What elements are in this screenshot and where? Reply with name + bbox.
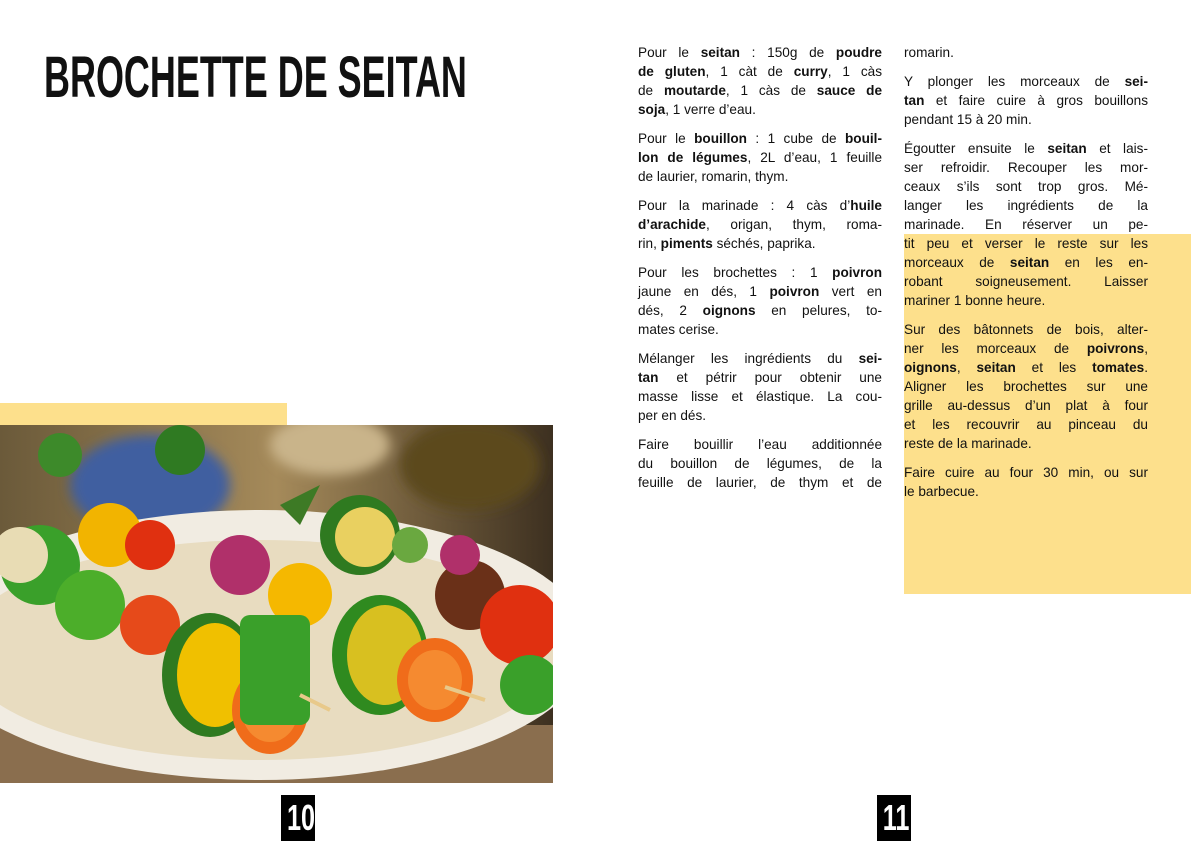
text-segment: de laurier, romarin, thym. (638, 169, 789, 184)
bold-ingredient: oignons (702, 303, 756, 318)
text-line (638, 406, 882, 425)
paragraph (638, 263, 882, 339)
text-line (904, 377, 1148, 396)
right-text-column (904, 43, 1148, 511)
paragraph (904, 463, 1148, 501)
text-line (904, 358, 1148, 377)
bold-ingredient: moutarde (663, 83, 726, 98)
text-line (904, 291, 1148, 310)
text-segment: tit peu et verser le reste sur les (904, 236, 1148, 251)
text-line (904, 253, 1148, 272)
text-line (638, 215, 882, 234)
text-line (904, 215, 1148, 234)
paragraph (638, 43, 882, 119)
text-segment: , origan, thym, roma- (706, 217, 882, 232)
text-segment: Faire bouillir l’eau additionnée (638, 437, 882, 452)
text-line (904, 139, 1148, 158)
text-segment: feuille de laurier, de thym et de (638, 475, 882, 490)
text-line (638, 129, 882, 148)
bold-ingredient: tan (638, 370, 659, 385)
page-number-right (877, 795, 911, 841)
text-segment: grille au-dessus d’un plat à four (904, 398, 1148, 413)
text-line (638, 100, 882, 119)
text-line (904, 339, 1148, 358)
paragraph (638, 129, 882, 186)
text-line (904, 72, 1148, 91)
text-segment: morceaux de (904, 255, 1010, 270)
text-segment: per en dés. (638, 408, 707, 423)
text-line (638, 62, 882, 81)
text-segment: Aligner les brochettes sur une (904, 379, 1148, 394)
bold-ingredient: de gluten (638, 64, 706, 79)
bold-ingredient: seitan (700, 45, 740, 60)
paragraph (904, 43, 1148, 62)
text-segment: ceaux s’ils sont trop gros. Mé- (904, 179, 1148, 194)
paragraph (638, 435, 882, 492)
text-segment: Égoutter ensuite le (904, 141, 1048, 156)
text-line (904, 463, 1148, 482)
text-segment: jaune en dés, 1 (638, 284, 770, 299)
bold-ingredient: poivron (832, 265, 882, 280)
bold-ingredient: poivrons (1086, 341, 1145, 356)
paragraph (638, 196, 882, 253)
text-segment: romarin. (904, 45, 954, 60)
text-line (638, 196, 882, 215)
text-segment: Sur des bâtonnets de bois, alter- (904, 322, 1148, 337)
text-segment: Mélanger les ingrédients du (638, 351, 859, 366)
text-line (638, 43, 882, 62)
text-segment: et lais- (1086, 141, 1148, 156)
bold-ingredient: bouil- (844, 131, 882, 146)
text-segment: Y plonger les morceaux de (904, 74, 1125, 89)
text-line (904, 396, 1148, 415)
text-line (904, 272, 1148, 291)
text-segment: et les recouvrir au pinceau du (904, 417, 1148, 432)
text-line (638, 167, 882, 186)
page-number-text: 10 (287, 797, 316, 838)
text-line (904, 158, 1148, 177)
text-segment: rin, (638, 236, 661, 251)
text-segment: et pétrir pour obtenir une (658, 370, 882, 385)
text-segment: marinade. En réserver un pe- (904, 217, 1148, 232)
bold-ingredient: curry (793, 64, 828, 79)
text-segment: , (1144, 341, 1148, 356)
bold-ingredient: tan (904, 93, 925, 108)
bold-ingredient: lon de légumes (638, 150, 748, 165)
bold-ingredient: huile (850, 198, 882, 213)
bold-ingredient: soja (638, 102, 666, 117)
text-line (638, 301, 882, 320)
text-segment: , 1 càs (827, 64, 882, 79)
text-segment: : 150g de (739, 45, 836, 60)
text-segment: reste de la marinade. (904, 436, 1032, 451)
text-segment: et faire cuire à gros bouillons (924, 93, 1148, 108)
text-segment: Pour le (638, 45, 701, 60)
text-segment: et les (1015, 360, 1093, 375)
text-line (638, 148, 882, 167)
text-line (638, 234, 882, 253)
bold-ingredient: sei- (1124, 74, 1148, 89)
text-line (904, 177, 1148, 196)
text-segment: ser refroidir. Recouper les mor- (904, 160, 1148, 175)
bold-ingredient: oignons (904, 360, 957, 375)
paragraph (904, 72, 1148, 129)
bold-ingredient: d’arachide (638, 217, 706, 232)
text-line (904, 43, 1148, 62)
text-segment: , (956, 360, 977, 375)
text-segment: Faire cuire au four 30 min, ou sur (904, 465, 1148, 480)
text-line (638, 81, 882, 100)
text-segment: de (638, 83, 664, 98)
text-segment: : 1 cube de (746, 131, 845, 146)
text-line (904, 91, 1148, 110)
text-segment: . (1144, 360, 1148, 375)
text-line (638, 282, 882, 301)
text-segment: langer les ingrédients de la (904, 198, 1148, 213)
text-line (638, 349, 882, 368)
text-line (638, 263, 882, 282)
left-text-column (638, 43, 882, 502)
text-segment: robant soigneusement. Laisser (904, 274, 1148, 289)
text-line (904, 482, 1148, 501)
text-segment: Pour les brochettes : 1 (638, 265, 833, 280)
paragraph (904, 320, 1148, 453)
text-line (904, 320, 1148, 339)
bold-ingredient: poivron (769, 284, 820, 299)
text-line (638, 320, 882, 339)
text-segment: le barbecue. (904, 484, 979, 499)
text-segment: masse lisse et élastique. La cou- (638, 389, 882, 404)
text-line (638, 473, 882, 492)
paragraph (638, 349, 882, 425)
text-segment: en pelures, to- (755, 303, 882, 318)
text-line (638, 454, 882, 473)
text-segment: séchés, paprika. (712, 236, 816, 251)
text-line (904, 234, 1148, 253)
text-segment: dés, 2 (638, 303, 703, 318)
text-segment: en les en- (1049, 255, 1148, 270)
bold-ingredient: sauce de (816, 83, 883, 98)
text-segment: vert en (819, 284, 882, 299)
text-segment: mates cerise. (638, 322, 719, 337)
text-segment: , 2L d’eau, 1 feuille (747, 150, 883, 165)
text-line (904, 415, 1148, 434)
bold-ingredient: seitan (1009, 255, 1050, 270)
text-line (904, 196, 1148, 215)
text-segment: ner les morceaux de (904, 341, 1087, 356)
text-line (904, 110, 1148, 129)
text-segment: Pour la marinade : 4 càs d’ (638, 198, 851, 213)
bold-ingredient: bouillon (694, 131, 747, 146)
text-segment: , 1 càs de (725, 83, 817, 98)
page-number-left (281, 795, 315, 841)
text-line (638, 368, 882, 387)
text-segment: pendant 15 à 20 min. (904, 112, 1032, 127)
paragraph (904, 139, 1148, 310)
text-segment: Pour le (638, 131, 695, 146)
text-segment: du bouillon de légumes, de la (638, 456, 882, 471)
recipe-title: BROCHETTE DE SEITAN (44, 45, 467, 110)
bold-ingredient: piments (660, 236, 713, 251)
bold-ingredient: poudre (835, 45, 882, 60)
bold-ingredient: seitan (1047, 141, 1087, 156)
skewers-photo (0, 425, 553, 783)
text-line (904, 434, 1148, 453)
text-line (638, 387, 882, 406)
text-segment: , 1 càt de (705, 64, 794, 79)
text-segment: mariner 1 bonne heure. (904, 293, 1046, 308)
page-number-text: 11 (882, 797, 910, 838)
bold-ingredient: seitan (976, 360, 1016, 375)
bold-ingredient: sei- (858, 351, 882, 366)
text-segment: , 1 verre d’eau. (665, 102, 756, 117)
bold-ingredient: tomates (1092, 360, 1145, 375)
text-line (638, 435, 882, 454)
